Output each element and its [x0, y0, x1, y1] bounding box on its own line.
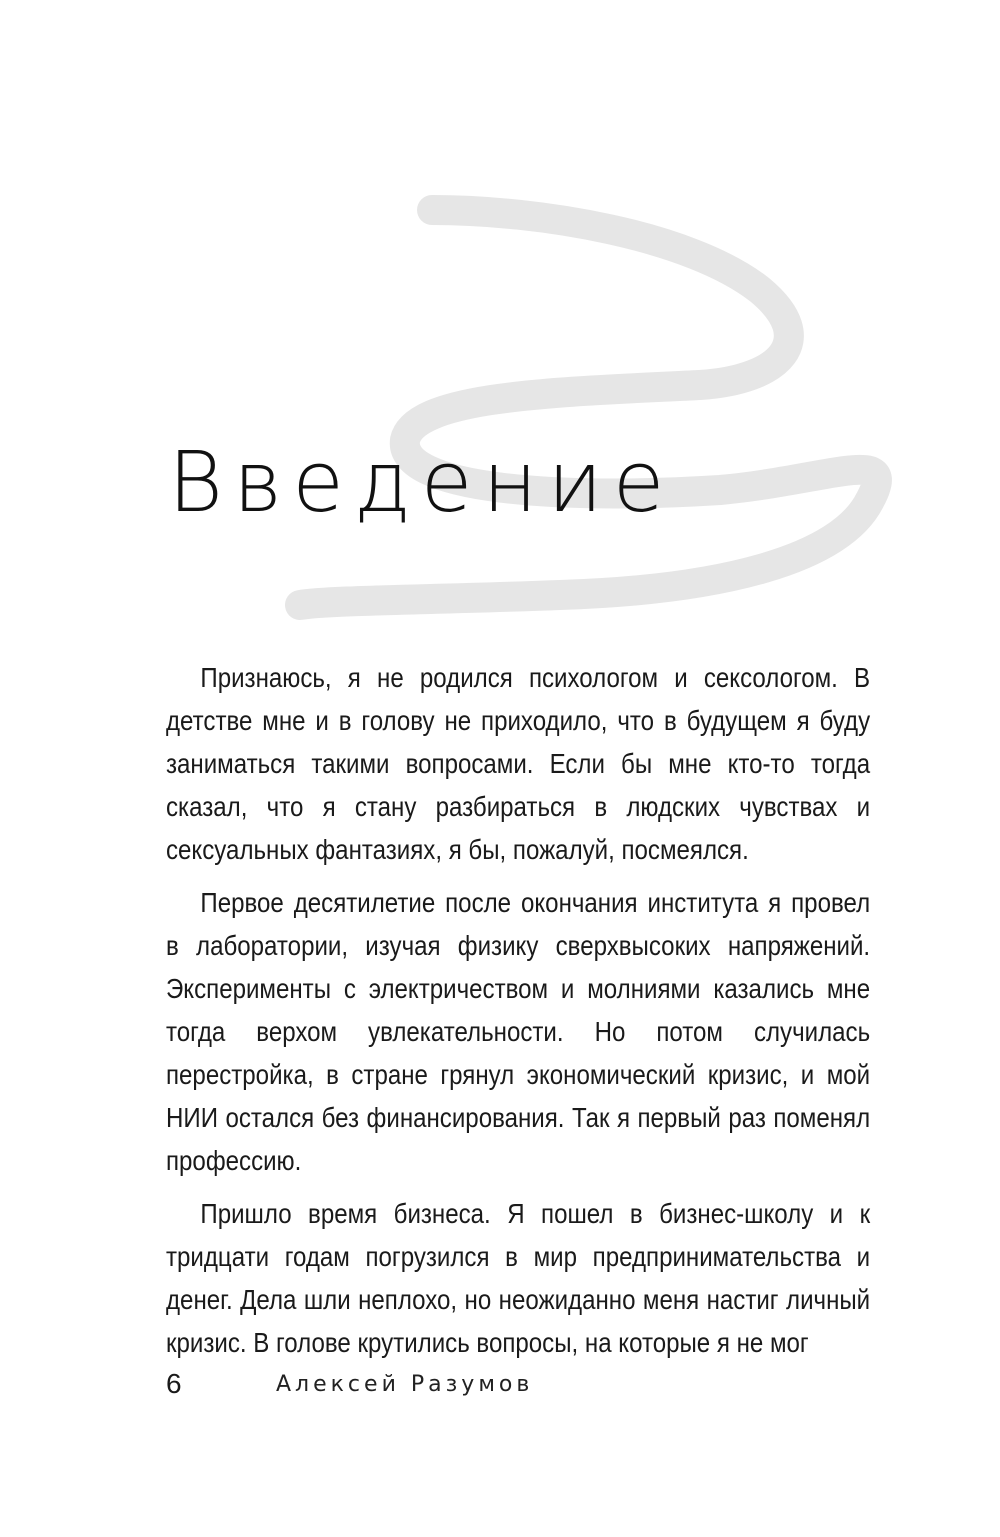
paragraph: Пришло время бизнеса. Я пошел в бизнес-школу и к тридцати годам погрузился в мир предпринимательства и денег. Дела шли неплохо, но неожиданно меня настиг личный кризис. В голове крутились вопросы, на которые я не мог [166, 1198, 871, 1358]
body-text [166, 656, 870, 1374]
paragraph: Признаюсь, я не родился психологом и сексологом. В детстве мне и в голову не приходило, что в будущем я буду заниматься такими вопросами. Если бы мне кто-то тогда сказал, что я стану разбираться в людских чувствах и сексуальных фантазиях, я бы, пожалуй, посмеялся. [166, 662, 871, 865]
chapter-title: Введение [168, 433, 675, 531]
page-footer [166, 1368, 870, 1408]
paragraph: Первое десятилетие после окончания института я провел в лаборатории, изучая физику сверхвысоких напряжений. Эксперименты с электричеством и молниями казались мне тогда верхом увлекательности. Но потом случилась перестройка, в стране грянул экономический кризис, и мой НИИ остался без финансирования. Так я первый раз поменял профессию. [166, 887, 871, 1176]
running-author: Алексей Разумов [276, 1372, 534, 1397]
page-number: 6 [166, 1368, 182, 1399]
